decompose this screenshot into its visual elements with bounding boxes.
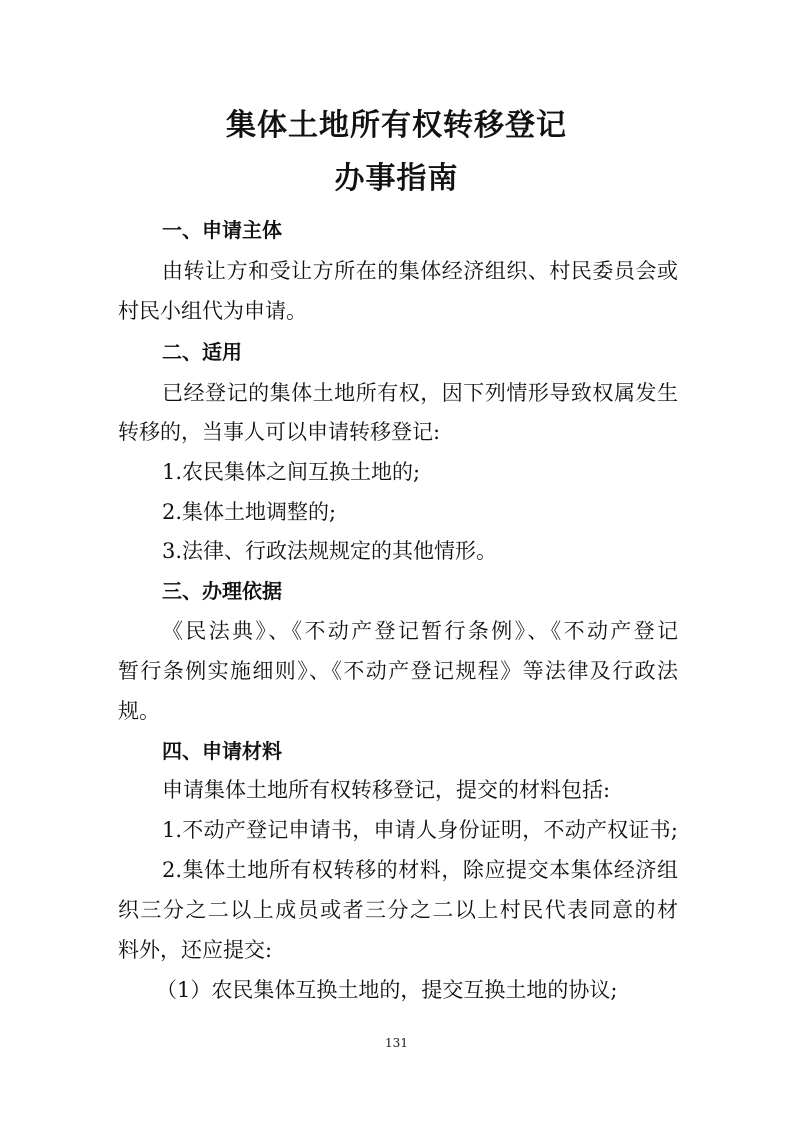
- document-subtitle: 办事指南: [334, 161, 459, 196]
- paragraph-line: 申请集体土地所有权转移登记，提交的材料包括:: [162, 778, 611, 802]
- list-item: （1）农民集体互换土地的，提交互换土地的协议;: [156, 978, 618, 1002]
- paragraph-line: 转移的，当事人可以申请转移登记:: [118, 420, 441, 444]
- paragraph-line: 规。: [118, 699, 160, 723]
- paragraph-line: 料外，还应提交:: [118, 938, 273, 962]
- list-item: 2.集体土地调整的;: [162, 500, 337, 524]
- list-item: 1.农民集体之间互换土地的;: [162, 460, 421, 484]
- list-item: 1.不动产登记申请书，申请人身份证明，不动产权证书;: [162, 818, 678, 842]
- document-title: 集体土地所有权转移登记: [226, 108, 567, 143]
- list-item: 2.集体土地所有权转移的材料，除应提交本集体经济组: [162, 858, 678, 882]
- section-heading-applicant: 一、申请主体: [162, 218, 282, 242]
- paragraph-line: 织三分之二以上成员或者三分之二以上村民代表同意的材: [118, 898, 678, 922]
- section-heading-scope: 二、适用: [162, 340, 242, 364]
- list-item: 3.法律、行政法规规定的其他情形。: [162, 539, 498, 563]
- page-number: 131: [385, 1036, 408, 1050]
- paragraph-line: 由转让方和受让方所在的集体经济组织、村民委员会或: [162, 259, 678, 283]
- paragraph-line: 已经登记的集体土地所有权，因下列情形导致权属发生: [162, 381, 678, 405]
- section-heading-materials: 四、申请材料: [162, 739, 282, 763]
- paragraph-line: 《民法典》、《不动产登记暂行条例》、《不动产登记: [162, 619, 678, 643]
- section-heading-basis: 三、办理依据: [162, 579, 282, 603]
- paragraph-line: 暂行条例实施细则》、《不动产登记规程》等法律及行政法: [118, 659, 678, 683]
- paragraph-line: 村民小组代为申请。: [118, 299, 307, 323]
